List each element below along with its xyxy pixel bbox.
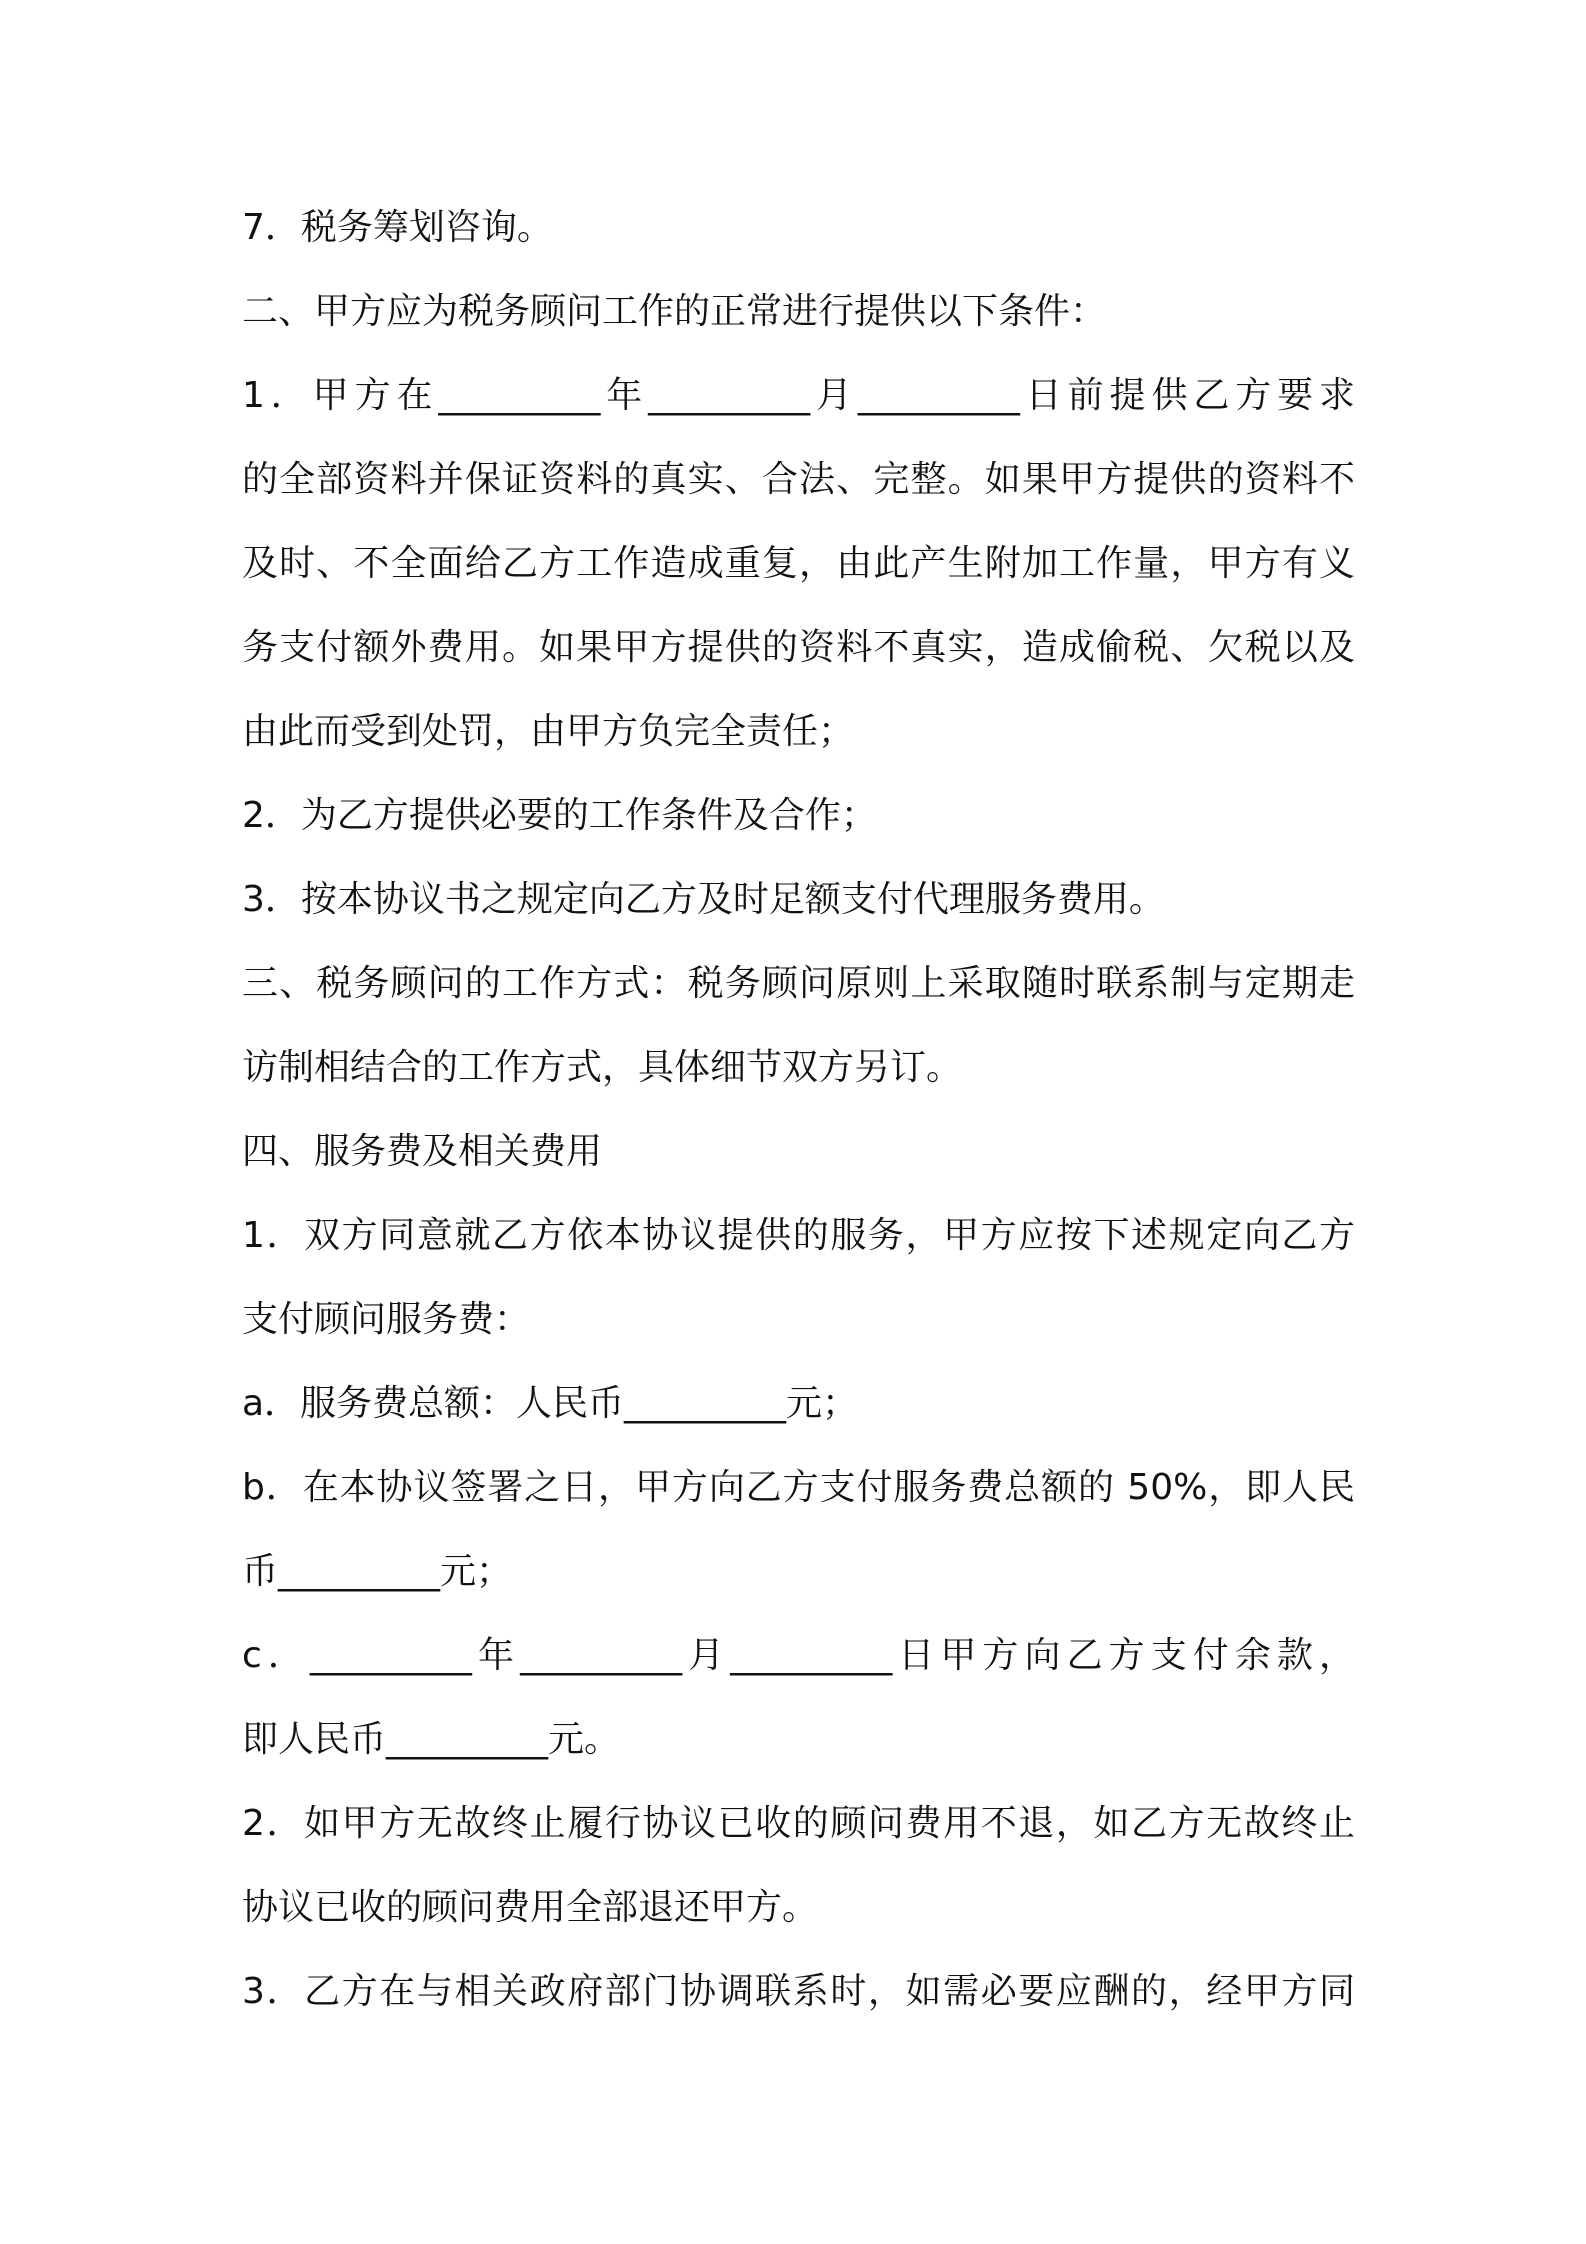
paragraph-line: 协议已收的顾问费用全部退还甲方。 <box>242 1887 819 1928</box>
section-4-heading: 四、服务费及相关费用 <box>242 1131 603 1172</box>
paragraph-line: 访制相结合的工作方式，具体细节双方另订。 <box>242 1047 963 1088</box>
fee-item-c: c．_________年_________月_________日甲方向乙方支付余款， <box>242 1635 1355 1676</box>
section-3-heading: 三、税务顾问的工作方式：税务顾问原则上采取随时联系制与定期走 <box>242 963 1355 1004</box>
paragraph-line: 及时、不全面给乙方工作造成重复，由此产生附加工作量，甲方有义 <box>242 543 1355 584</box>
paragraph-line: 币_________元； <box>242 1551 513 1592</box>
clause-3-entertainment: 3．乙方在与相关政府部门协调联系时，如需必要应酬的，经甲方同 <box>242 1971 1355 2012</box>
paragraph-line: 1．甲方在_________年_________月_________日前提供乙方要求 <box>242 375 1355 416</box>
paragraph-line: 支付顾问服务费： <box>242 1299 531 1340</box>
fee-item-a: a．服务费总额：人民币_________元； <box>242 1383 859 1424</box>
paragraph-line: 由此而受到处罚，由甲方负完全责任； <box>242 711 855 752</box>
clause-7-tax-planning: 7．税务筹划咨询。 <box>242 207 553 248</box>
section-2-heading: 二、甲方应为税务顾问工作的正常进行提供以下条件： <box>242 291 1107 332</box>
fee-item-b: b．在本协议签署之日，甲方向乙方支付服务费总额的 50%，即人民 <box>242 1467 1355 1508</box>
clause-2-termination: 2．如甲方无故终止履行协议已收的顾问费用不退，如乙方无故终止 <box>242 1803 1355 1844</box>
clause-2: 2．为乙方提供必要的工作条件及合作； <box>242 795 877 836</box>
paragraph-line: 的全部资料并保证资料的真实、合法、完整。如果甲方提供的资料不 <box>242 459 1355 500</box>
paragraph-line: 1．双方同意就乙方依本协议提供的服务，甲方应按下述规定向乙方 <box>242 1215 1355 1256</box>
paragraph-line: 即人民币_________元。 <box>242 1719 621 1760</box>
paragraph-line: 务支付额外费用。如果甲方提供的资料不真实，造成偷税、欠税以及 <box>242 627 1355 668</box>
clause-3: 3．按本协议书之规定向乙方及时足额支付代理服务费用。 <box>242 879 1165 920</box>
